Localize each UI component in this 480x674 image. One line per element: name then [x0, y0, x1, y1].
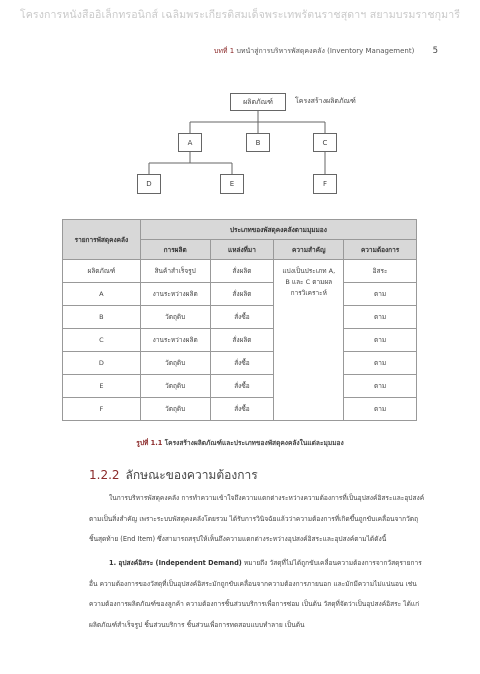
table-row	[63, 306, 417, 329]
cell-importance: แบ่งเป็นประเภท A, B และ C ตามผลการวิเคราะห์	[274, 260, 344, 421]
cell-item: D	[63, 352, 141, 375]
independent-demand-term: 1. อุปสงค์อิสระ (Independent Demand)	[109, 559, 242, 567]
table-row	[63, 352, 417, 375]
table-row	[63, 260, 417, 283]
cell-item: F	[63, 398, 141, 421]
cell-production: งานระหว่างผลิต	[140, 283, 210, 306]
header-demand: ความต้องการ	[344, 240, 417, 260]
tree-caption: โครงสร้างผลิตภัณฑ์	[295, 97, 356, 105]
cell-demand: ตาม	[344, 306, 417, 329]
cell-production: งานระหว่างผลิต	[140, 329, 210, 352]
inventory-classification-table	[62, 219, 417, 421]
cell-demand: ตาม	[344, 283, 417, 306]
cell-source: สั่งผลิต	[210, 283, 274, 306]
header-production: การผลิต	[140, 240, 210, 260]
page-number: 5	[432, 46, 438, 56]
cell-source: สั่งผลิต	[210, 260, 274, 283]
project-banner: โครงการหนังสืออิเล็กทรอนิกส์ เฉลิมพระเกียรติสมเด็จพระเทพรัตนราชสุดาฯ สยามบรมราชกุมารี	[19, 9, 461, 21]
paragraph-intro: ในการบริหารพัสดุคงคลัง การทำความเข้าใจถึงความแตกต่างระหว่างความต้องการที่เป็นอุปสงค์อิสระและอุปสงค์ตามเป็นสิ่งสำคัญ เพราะระบบพัสดุคงคลังโดยรวม ได้รับการวินิจฉัยแล้วว่าความต้องการที่เกิดขึ้นถูกขับเคลื่อนจากวัตถุชิ้นสุดท้าย (End Item) ซึ่งสามารถสรุปให้เห็นถึงความแตกต่างระหว่างอุปสงค์อิสระและอุปสงค์ตามได้ดังนี้	[89, 494, 425, 543]
cell-production: สินค้าสำเร็จรูป	[140, 260, 210, 283]
header-importance: ความสำคัญ	[274, 240, 344, 260]
table-row	[63, 398, 417, 421]
chapter-label: บทที่ 1	[213, 47, 235, 55]
cell-demand: ตาม	[344, 352, 417, 375]
cell-item: ผลิตภัณฑ์	[63, 260, 141, 283]
cell-production: วัตถุดิบ	[140, 306, 210, 329]
header-item: รายการพัสดุคงคลัง	[63, 220, 141, 260]
figure-caption	[0, 437, 480, 448]
cell-item: C	[63, 329, 141, 352]
section-title: ลักษณะของความต้องการ	[125, 468, 258, 482]
figure-label: รูปที่ 1.1	[136, 439, 163, 447]
figure-caption-text: โครงสร้างผลิตภัณฑ์และประเภทของพัสดุคงคลังในแต่ละมุมมอง	[164, 439, 344, 447]
section-number: 1.2.2	[89, 468, 120, 482]
cell-source: สั่งซื้อ	[210, 398, 274, 421]
cell-demand: ตาม	[344, 329, 417, 352]
cell-item: A	[63, 283, 141, 306]
tree-node-d: D	[137, 174, 161, 194]
table-row	[63, 375, 417, 398]
cell-demand: ตาม	[344, 375, 417, 398]
cell-production: วัตถุดิบ	[140, 375, 210, 398]
cell-item: B	[63, 306, 141, 329]
independent-demand-text: หมายถึง วัสดุที่ไม่ได้ถูกขับเคลื่อนความต้องการจากวัสดุรายการอื่น ความต้องการของวัสดุที่เป็นอุปสงค์อิสระมักถูกขับเคลื่อนจากความต้องการภายนอก และมักมีความไม่แน่นอน เช่น ความต้องการผลิตภัณฑ์ของลูกค้า ความต้องการชิ้นส่วนบริการเพื่อการซ่อม เป็นต้น วัสดุที่จัดว่าเป็นอุปสงค์อิสระ ได้แก่ ผลิตภัณฑ์สำเร็จรูป ชิ้นส่วนบริการ ชิ้นส่วนเพื่อการทดสอบแบบทำลาย เป็นต้น	[89, 559, 422, 629]
tree-node-root: ผลิตภัณฑ์	[230, 93, 286, 111]
tree-node-f: F	[313, 174, 337, 194]
section-heading	[89, 466, 258, 485]
cell-demand: ตาม	[344, 398, 417, 421]
tree-node-c: C	[313, 133, 337, 152]
tree-node-e: E	[220, 174, 244, 194]
header-group: ประเภทของพัสดุคงคลังตามมุมมอง	[140, 220, 416, 240]
chapter-title: บทนำสู่การบริหารพัสดุคงคลัง (Inventory Management)	[236, 47, 415, 55]
tree-node-a: A	[178, 133, 202, 152]
cell-item: E	[63, 375, 141, 398]
cell-production: วัตถุดิบ	[140, 398, 210, 421]
cell-demand: อิสระ	[344, 260, 417, 283]
cell-source: สั่งซื้อ	[210, 375, 274, 398]
cell-source: สั่งซื้อ	[210, 352, 274, 375]
header-source: แหล่งที่มา	[210, 240, 274, 260]
cell-source: สั่งซื้อ	[210, 306, 274, 329]
paragraph-independent-demand	[89, 553, 425, 635]
tree-node-b: B	[246, 133, 270, 152]
table-row	[63, 329, 417, 352]
cell-source: สั่งผลิต	[210, 329, 274, 352]
product-structure-tree	[0, 0, 480, 210]
table-row	[63, 283, 417, 306]
cell-production: วัตถุดิบ	[140, 352, 210, 375]
